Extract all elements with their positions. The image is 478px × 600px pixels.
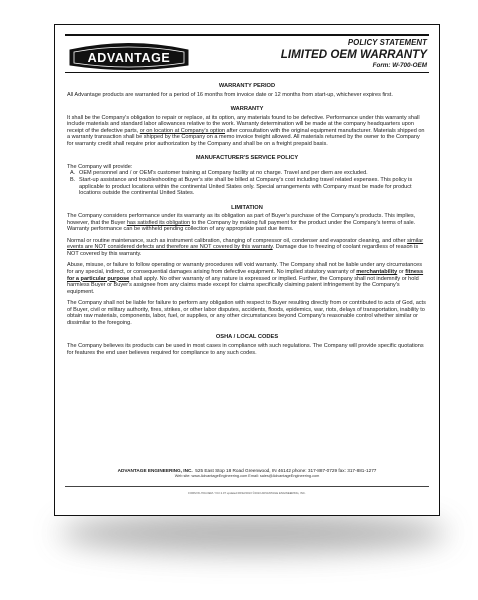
form-number: Form: W-700-OEM	[372, 62, 427, 69]
section-heading: MANUFACTURER'S SERVICE POLICY	[195, 155, 299, 162]
limitation-paragraph: The Company considers performance under its warranty as its obligation as part of Buyer's purchase of the Company's products. This implies, however, that the Buyer has satisfied its obligation to the Company by making full payment for the product under the Company's terms of sale. Warranty performance can be withheld pending collection of any appropriate past due items.	[67, 213, 416, 233]
advantage-logo	[68, 41, 190, 71]
svg-text:ADVANTAGE: ADVANTAGE	[87, 51, 171, 65]
section-heading: WARRANTY	[230, 106, 264, 113]
osha-text: The Company believes its products can be used in most cases in compliance with such regulations. The Company will provide specific quotations for features the end user believes required for compliance to any such codes.	[67, 342, 424, 356]
header-rule	[65, 72, 429, 73]
section-heading: WARRANTY PERIOD	[218, 83, 276, 89]
service-intro: The Company will provide:	[67, 163, 133, 170]
warranty-period-text: All Advantage products are warranted for a period of 16 months from invoice date or 12 months from start-up, whichever expires first.	[67, 91, 393, 98]
footer-web: Web site: www.AdvantageEngineering.com Email: sales@AdvantageEngineering.com	[174, 474, 320, 478]
warranty-text: It shall be the Company's obligation to repair or replace, at its option, any materials found to be defective. Performance under this warranty shall include materials and standard labor allowances relative to the work. Warranty determination will be made at the company headquarters upon receipt of the defective parts, or on location at Company's option after consultation with the original equipment manufacturer. Materials shipped on a warranty transaction shall be shipped by the Company on a memo invoice freight allowed. All materials returned by the owner to the Company for warranty credit shall require prior authorization by the Company and shall be on a freight prepaid basis.	[67, 114, 425, 147]
limitation-paragraph: Normal or routine maintenance, such as instrument calibration, changing of compressor oil, condenser and evaporator cleaning, and other similar events are NOT considered defects and therefore are NOT covered by this warranty. Damage due to freezing of coolant regardless of reason is NOT covered by this warranty.	[67, 237, 424, 257]
list-item: B. Start-up assistance and troubleshooting at Buyer's site shall be billed at Company's cost including travel related expenses. This policy is applicable to product locations within the continental United States only. Special arrangements with Company must be made for product locations outside the continental United States.	[70, 177, 413, 197]
policy-header	[281, 38, 427, 69]
document-title: LIMITED OEM WARRANTY	[280, 48, 427, 61]
page-shadow	[58, 513, 448, 553]
list-item: A. OEM personnel and / or OEM's customer training at Company facility at no charge. Travel and per diem are excluded.	[70, 170, 368, 177]
section-heading: OSHA / LOCAL CODES	[215, 334, 279, 341]
footer	[65, 468, 429, 479]
document-body	[67, 83, 427, 361]
limitation-paragraph: Abuse, misuse, or failure to follow operating or warranty procedures will void warranty. The Company shall not be liable under any circumstances for any special, indirect, or consequential damages arising from defective equipment. No implied statutory warranty of merchantability or fitness for a particular purpose shall apply. No other warranty of any nature is expressed or implied. Further, the Company shall not indemnify or hold harmless Buyer or Buyer's assignee from any claims made except for claims specifically claiming patent infringement by the Company's equipment.	[67, 262, 424, 295]
document-page	[54, 24, 440, 516]
service-list	[67, 170, 427, 196]
footer-address: ADVANTAGE ENGINEERING, INC. 525 East Stop 18 Road Greenwood, IN 46142 phone: 317-887-0729 fax: 317-881-1277	[117, 468, 377, 473]
top-rule	[65, 34, 429, 36]
limitation-paragraph: The Company shall not be liable for failure to perform any obligation with respect to Buyer resulting directly from or contributed to acts of God, acts of Buyer, civil or military authority, fires, strikes, or other labor disputes, accidents, floods, epidemics, war, riots, delays of transportation, inability to obtain raw materials, components, labor, fuel, or supplies, or any other circumstances beyond Company's reasonable control whether similar or dissimilar to the foregoing.	[67, 300, 426, 326]
footer-rule	[65, 486, 429, 487]
fine-print: FORM W-700-OEM / VCI 2.07 updated 08/22/2013 ©2013 ADVANTAGE ENGINEERING, INC.	[188, 491, 306, 495]
policy-statement: POLICY STATEMENT	[347, 38, 427, 47]
section-heading: LIMITATION	[231, 204, 263, 211]
